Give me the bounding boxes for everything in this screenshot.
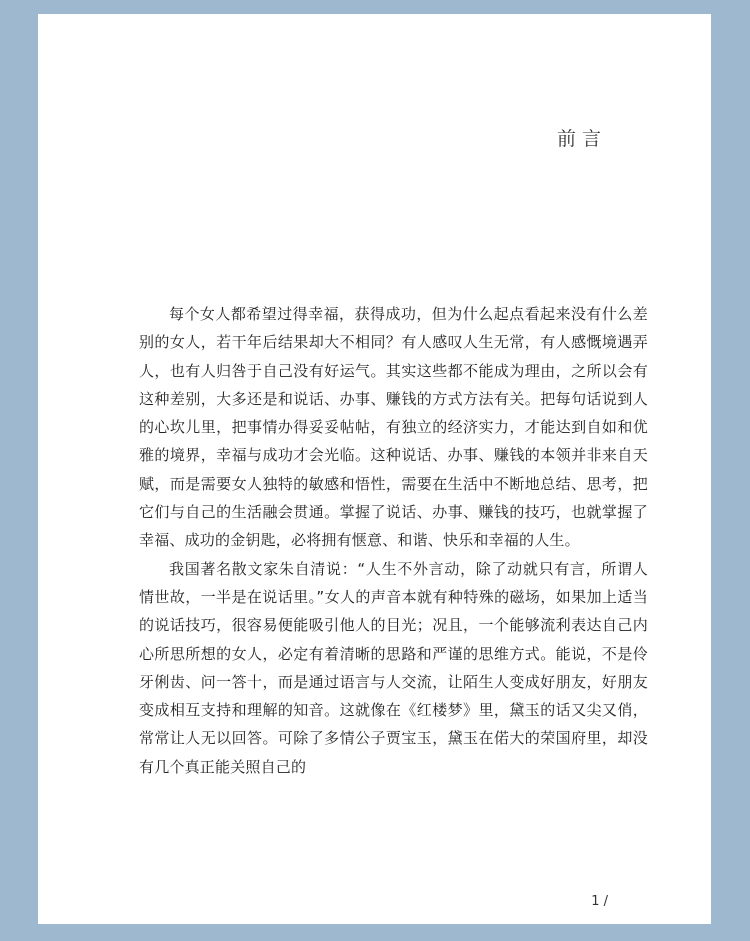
page-title: 前言 [556, 128, 607, 150]
paragraph-1: 每个女人都希望过得幸福，获得成功，但为什么起点看起来没有什么差别的女人，若干年后结果却大不相同？有人感叹人生无常，有人感慨境遇弄人，也有人归咎于自己没有好运气。其实这些都不能成为理由，之所以会有这种差别，大多还是和说话、办事、赚钱的方式方法有关。把每句话说到人的心坎儿里，把事情办得妥妥帖帖，有独立的经济实力，才能达到自如和优雅的境界，幸福与成功才会光临。这种说话、办事、赚钱的本领并非来自天赋，而是需要女人独特的敏感和悟性，需要在生活中不断地总结、思考，把它们与自己的生活融会贯通。掌握了说话、办事、赚钱的技巧，也就掌握了幸福、成功的金钥匙，必将拥有惬意、和谐、快乐和幸福的人生。 [139, 305, 648, 550]
body-text [139, 300, 648, 781]
page-number: 1 / [591, 894, 608, 909]
paragraph-2: 我国著名散文家朱自清说：“人生不外言动，除了动就只有言，所谓人情世故，一半是在说话里。”女人的声音本就有种特殊的磁场，如果加上适当的说话技巧，很容易便能吸引他人的目光；况且，一个能够流利表达自己内心所思所想的女人，必定有着清晰的思路和严谨的思维方式。能说，不是伶牙俐齿、问一答十，而是通过语言与人交流，让陌生人变成好朋友，好朋友变成相互支持和理解的知音。这就像在《红楼梦》里，黛玉的话又尖又俏，常常让人无以回答。可除了多情公子贾宝玉，黛玉在偌大的荣国府里，却没有几个真正能关照自己的 [139, 559, 648, 776]
document-page [38, 14, 711, 924]
